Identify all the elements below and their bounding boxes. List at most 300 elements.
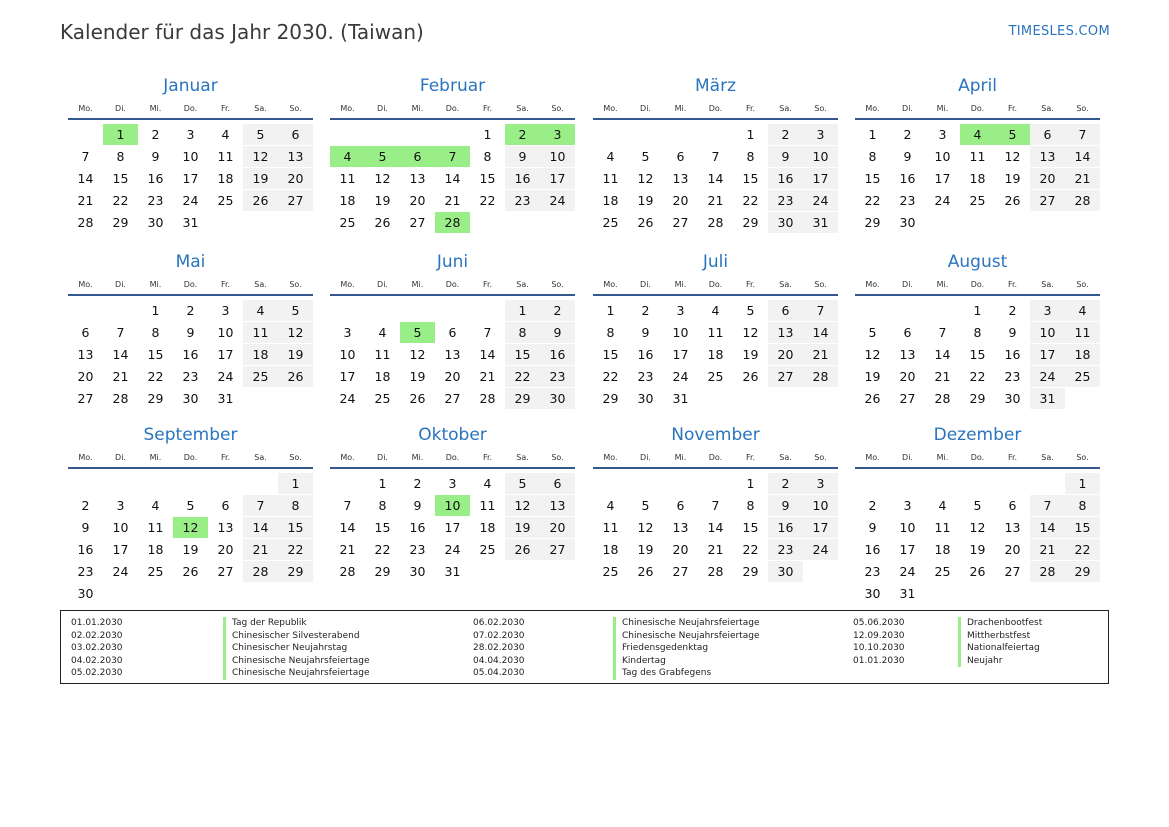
empty-cell [1065,583,1100,604]
week-row [330,473,575,495]
empty-cell [470,212,505,233]
day-cell: 16 [768,168,803,189]
day-cell: 12 [969,520,986,535]
legend-dates-col1 [71,617,123,680]
legend-dates-col3 [853,617,905,667]
empty-cell [1030,583,1065,604]
day-cell: 14 [707,520,724,535]
day-cell: 2 [186,303,195,318]
weekday-label: Sa. [516,280,529,289]
empty-cell [925,212,960,233]
week-row [330,322,575,344]
day-cell: 24 [934,193,951,208]
week-row [330,495,575,517]
day-cell: 27 [672,564,689,579]
legend-holiday-name: Mittherbstfest [958,630,1042,643]
day-cell: 8 [746,149,755,164]
day-cell: 15 [278,517,313,538]
day-cell: 9 [768,495,803,516]
day-cell: 27 [409,215,426,230]
day-cell: 12 [243,146,278,167]
day-cell: 5 [505,473,540,494]
day-cell: 11 [602,171,619,186]
weekday-header [855,276,1100,296]
day-cell: 30 [147,215,164,230]
weekday-label: So. [551,104,564,113]
weekday-label: Mo. [78,280,93,289]
month-name: März [695,76,736,96]
empty-cell [1030,212,1065,233]
day-cell: 13 [217,520,234,535]
day-cell: 8 [151,325,160,340]
legend-date: 07.02.2030 [473,630,525,641]
day-cell: 20 [540,517,575,538]
brand-link[interactable]: TIMESLES.COM [1008,24,1110,39]
weekday-label: Di. [377,280,388,289]
day-cell: 14 [1030,517,1065,538]
empty-cell [278,212,313,233]
day-cell: 7 [938,325,947,340]
legend-holiday-name: Chinesische Neujahrsfeiertage [613,617,759,630]
day-cell: 30 [1004,391,1021,406]
weekday-label: Do. [445,280,460,289]
day-cell: 13 [1030,146,1065,167]
day-cell: 5 [243,124,278,145]
day-cell: 5 [995,124,1030,145]
empty-cell [698,124,733,145]
week-row [68,388,313,410]
day-cell: 16 [899,171,916,186]
day-cell: 21 [243,539,278,560]
empty-cell [330,124,365,145]
day-cell: 26 [374,215,391,230]
day-cell: 24 [182,193,199,208]
day-cell: 4 [606,149,615,164]
day-cell: 8 [973,325,982,340]
weekday-label: Fr. [482,453,493,462]
empty-cell [698,473,733,494]
weekday-label: Mi. [411,104,424,113]
day-cell: 8 [278,495,313,516]
day-cell: 21 [339,542,356,557]
legend-holiday-name: Chinesische Neujahrsfeiertage [613,630,759,643]
day-cell: 2 [1008,303,1017,318]
page-title: Kalender für das Jahr 2030. (Taiwan) [60,20,424,44]
day-cell: 3 [186,127,195,142]
day-cell: 20 [672,542,689,557]
day-cell: 7 [81,149,90,164]
empty-cell [1030,473,1065,494]
weekday-label: So. [814,453,827,462]
day-cell: 4 [483,476,492,491]
day-cell: 22 [112,193,129,208]
day-cell: 4 [711,303,720,318]
empty-cell [628,124,663,145]
empty-cell [768,388,803,409]
week-row [68,146,313,168]
day-cell: 5 [746,303,755,318]
weekday-label: Mo. [603,453,618,462]
day-cell: 9 [768,146,803,167]
day-cell: 25 [707,369,724,384]
day-cell: 2 [81,498,90,513]
day-cell: 24 [803,190,838,211]
empty-cell [68,473,103,494]
day-cell: 25 [479,542,496,557]
empty-cell [435,300,470,321]
day-cell: 16 [540,344,575,365]
week-row [330,212,575,234]
day-cell: 2 [903,127,912,142]
weekday-label: Di. [640,280,651,289]
day-cell: 21 [1030,539,1065,560]
day-cell: 18 [339,193,356,208]
day-cell: 8 [505,322,540,343]
week-row [68,583,313,605]
day-cell: 17 [182,171,199,186]
day-cell: 13 [899,347,916,362]
day-cell: 27 [217,564,234,579]
month-name: August [947,252,1008,272]
day-cell: 9 [903,149,912,164]
week-row [68,322,313,344]
day-cell: 15 [505,344,540,365]
day-cell: 15 [147,347,164,362]
day-cell: 27 [444,391,461,406]
day-cell: 1 [868,127,877,142]
day-cell: 12 [409,347,426,362]
empty-cell [243,388,278,409]
legend-date: 01.01.2030 [853,655,905,666]
week-row [855,473,1100,495]
day-cell: 28 [479,391,496,406]
day-cell: 13 [444,347,461,362]
weekday-label: Mi. [936,453,949,462]
day-cell: 15 [602,347,619,362]
week-row [330,561,575,583]
day-cell: 9 [151,149,160,164]
day-cell: 18 [707,347,724,362]
weekday-label: Mo. [340,280,355,289]
week-row [68,473,313,495]
week-row [855,583,1100,605]
legend-holiday-name: Tag der Republik [223,617,369,630]
day-cell: 1 [378,476,387,491]
day-cell: 14 [707,171,724,186]
empty-cell [698,388,733,409]
empty-cell [925,300,960,321]
weekday-label: Fr. [220,453,231,462]
weekday-header [68,100,313,120]
day-cell: 12 [374,171,391,186]
day-cell: 20 [1004,542,1021,557]
month-name: Mai [175,252,206,272]
week-row [855,190,1100,212]
day-cell: 10 [540,146,575,167]
day-cell: 23 [147,193,164,208]
empty-cell [103,583,138,604]
day-cell: 26 [278,366,313,387]
day-cell: 2 [413,476,422,491]
empty-cell [995,212,1030,233]
day-cell: 25 [934,564,951,579]
empty-cell [505,212,540,233]
day-cell: 9 [641,325,650,340]
empty-cell [540,561,575,582]
day-cell: 16 [182,347,199,362]
day-cell: 12 [637,171,654,186]
day-cell: 11 [602,520,619,535]
day-cell: 3 [448,476,457,491]
day-cell: 1 [278,473,313,494]
legend-date: 28.02.2030 [473,643,525,653]
weekday-header [330,449,575,469]
empty-cell [243,473,278,494]
empty-cell [540,212,575,233]
day-cell: 12 [173,517,208,538]
day-cell: 5 [400,322,435,343]
empty-cell [208,583,243,604]
day-cell: 29 [742,564,759,579]
legend-date: 04.02.2030 [71,655,123,666]
day-cell: 10 [934,149,951,164]
day-cell: 1 [483,127,492,142]
week-row [68,495,313,517]
weekday-label: Sa. [1041,104,1054,113]
day-cell: 26 [864,391,881,406]
day-cell: 26 [505,539,540,560]
week-row [68,366,313,388]
month-name: Januar [163,76,218,96]
day-cell: 10 [339,347,356,362]
weekday-label: Mo. [340,453,355,462]
day-cell: 7 [803,300,838,321]
empty-cell [470,561,505,582]
day-cell: 24 [444,542,461,557]
week-row [593,344,838,366]
day-cell: 27 [1030,190,1065,211]
legend-holiday-name: Kindertag [613,655,759,668]
weekday-label: Mi. [674,280,687,289]
empty-cell [803,388,838,409]
weekday-label: Mi. [674,453,687,462]
day-cell: 1 [746,127,755,142]
weekday-label: Do. [708,453,723,462]
day-cell: 9 [81,520,90,535]
weekday-label: Mi. [149,104,162,113]
day-cell: 19 [505,517,540,538]
day-cell: 27 [899,391,916,406]
day-cell: 19 [864,369,881,384]
day-cell: 31 [1030,388,1065,409]
weekday-label: Do. [445,104,460,113]
day-cell: 6 [400,146,435,167]
day-cell: 17 [444,520,461,535]
weekday-label: Fr. [220,104,231,113]
week-row [593,190,838,212]
week-row [593,495,838,517]
day-cell: 3 [803,124,838,145]
day-cell: 4 [221,127,230,142]
day-cell: 30 [182,391,199,406]
day-cell: 7 [435,146,470,167]
day-cell: 30 [768,561,803,582]
day-cell: 10 [899,520,916,535]
day-cell: 19 [637,542,654,557]
week-row [855,124,1100,146]
empty-cell [208,212,243,233]
day-cell: 18 [602,542,619,557]
weekday-label: So. [289,453,302,462]
day-cell: 26 [637,564,654,579]
empty-cell [855,300,890,321]
weekday-header [593,100,838,120]
day-cell: 24 [672,369,689,384]
day-cell: 17 [339,369,356,384]
day-cell: 18 [969,171,986,186]
legend-date: 03.02.2030 [71,643,123,653]
weekday-label: Fr. [1007,453,1018,462]
day-cell: 7 [343,498,352,513]
empty-cell [435,124,470,145]
day-cell: 11 [147,520,164,535]
day-cell: 1 [1065,473,1100,494]
weekday-label: Fr. [745,104,756,113]
day-cell: 10 [435,495,470,516]
week-row [593,168,838,190]
week-row [855,388,1100,410]
weekday-label: Di. [902,453,913,462]
day-cell: 31 [672,391,689,406]
legend-date: 05.06.2030 [853,618,905,628]
day-cell: 16 [77,542,94,557]
weekday-label: Do. [708,280,723,289]
day-cell: 4 [243,300,278,321]
day-cell: 12 [1004,149,1021,164]
day-cell: 12 [637,520,654,535]
weekday-label: Mi. [149,280,162,289]
day-cell: 7 [116,325,125,340]
legend-holiday-name: Neujahr [958,655,1042,668]
day-cell: 18 [1065,344,1100,365]
day-cell: 1 [151,303,160,318]
weekday-label: Fr. [745,453,756,462]
empty-cell [593,473,628,494]
week-row [855,517,1100,539]
day-cell: 6 [81,325,90,340]
weekday-label: Sa. [254,280,267,289]
day-cell: 23 [768,190,803,211]
day-cell: 29 [147,391,164,406]
month-9 [68,421,313,605]
day-cell: 27 [540,539,575,560]
day-cell: 1 [973,303,982,318]
day-cell: 4 [378,325,387,340]
day-cell: 26 [182,564,199,579]
day-cell: 30 [77,586,94,601]
day-cell: 4 [938,498,947,513]
day-cell: 22 [374,542,391,557]
weekday-label: Mi. [674,104,687,113]
day-cell: 25 [147,564,164,579]
day-cell: 20 [444,369,461,384]
day-cell: 31 [182,215,199,230]
day-cell: 3 [540,124,575,145]
day-cell: 31 [217,391,234,406]
day-cell: 25 [339,215,356,230]
empty-cell [505,561,540,582]
day-cell: 15 [742,520,759,535]
day-cell: 21 [707,542,724,557]
day-cell: 4 [330,146,365,167]
empty-cell [400,300,435,321]
empty-cell [890,300,925,321]
day-cell: 21 [934,369,951,384]
month-name: Februar [419,76,486,96]
day-cell: 5 [641,149,650,164]
weekday-label: So. [814,280,827,289]
weekday-label: So. [551,453,564,462]
week-row [855,539,1100,561]
legend-names-col2 [613,617,759,680]
day-cell: 6 [278,124,313,145]
day-cell: 4 [606,498,615,513]
day-cell: 23 [637,369,654,384]
day-cell: 13 [1004,520,1021,535]
week-row [330,190,575,212]
day-cell: 14 [803,322,838,343]
weekday-label: So. [1076,280,1089,289]
weekday-label: Sa. [779,104,792,113]
day-cell: 9 [413,498,422,513]
day-cell: 3 [676,303,685,318]
day-cell: 14 [243,517,278,538]
day-cell: 27 [278,190,313,211]
weekday-label: Sa. [516,453,529,462]
empty-cell [925,583,960,604]
empty-cell [733,388,768,409]
month-7 [593,248,838,410]
empty-cell [330,300,365,321]
day-cell: 8 [378,498,387,513]
empty-cell [400,124,435,145]
day-cell: 6 [221,498,230,513]
day-cell: 11 [339,171,356,186]
legend-holiday-name: Friedensgedenktag [613,642,759,655]
weekday-label: Di. [115,280,126,289]
day-cell: 18 [217,171,234,186]
day-cell: 6 [540,473,575,494]
day-cell: 2 [540,300,575,321]
month-1 [68,72,313,234]
weekday-label: Mo. [603,104,618,113]
week-row [68,539,313,561]
week-row [68,124,313,146]
week-row [855,168,1100,190]
empty-cell [243,583,278,604]
day-cell: 10 [803,495,838,516]
weekday-label: Mo. [78,453,93,462]
weekday-header [855,100,1100,120]
day-cell: 14 [77,171,94,186]
day-cell: 3 [221,303,230,318]
day-cell: 1 [606,303,615,318]
week-row [593,366,838,388]
day-cell: 20 [409,193,426,208]
month-name: Dezember [933,425,1022,445]
weekday-label: Fr. [1007,280,1018,289]
day-cell: 10 [217,325,234,340]
